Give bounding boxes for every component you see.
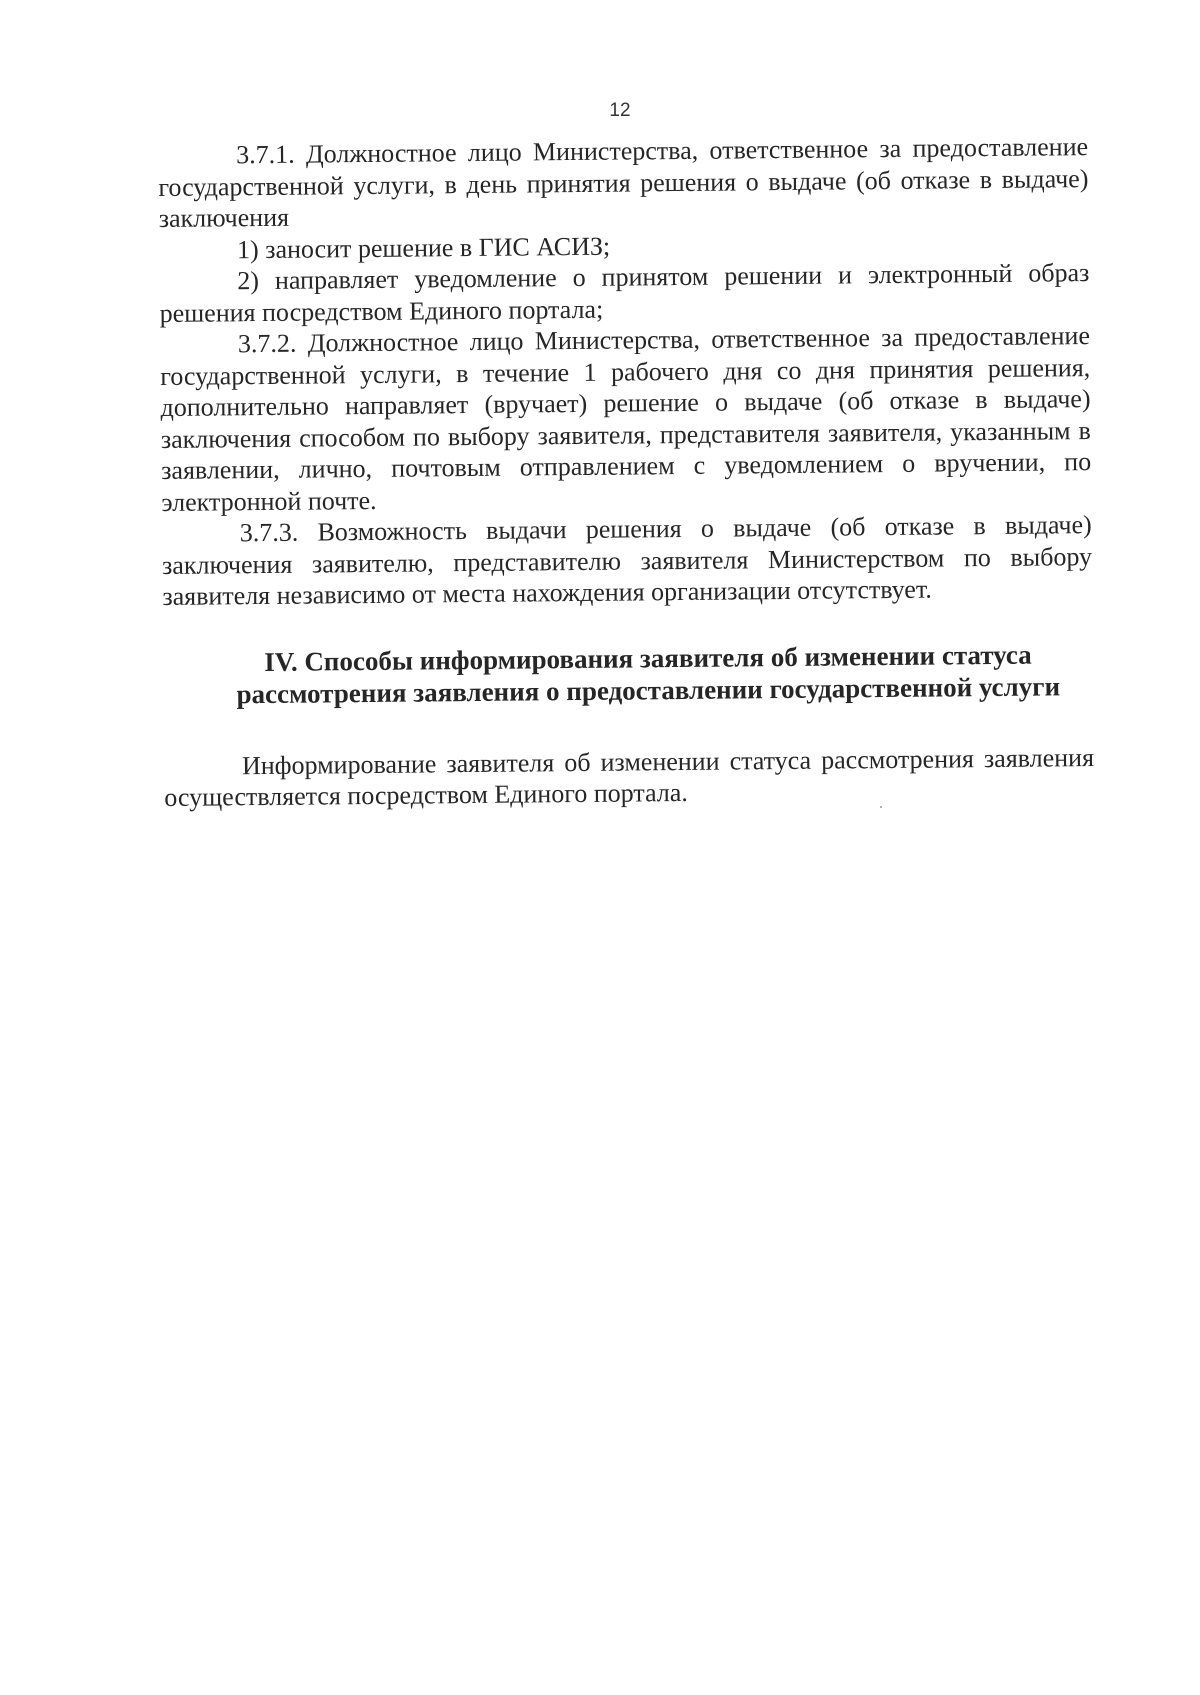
section-heading — [163, 638, 1094, 711]
paragraph-informing: Информирование заявителя об изменении статуса рассмотрения заявления осуществляется посредством Единого портала. — [164, 742, 1095, 812]
paragraph-3-7-2: 3.7.2. Должностное лицо Министерства, ответственное за предоставление государственной услуги, в течение 1 рабочего дня со дня принятия решения, дополнительно направляет (вручает) решение о выдаче (об отказе в выдаче) заключения способом по выбору заявителя, представителя заявителя, указанным в заявлении, лично, почтовым отправлением с уведомлением о вручении, по электронной почте. — [160, 321, 1092, 517]
list-item-1: 1) заносит решение в ГИС АСИЗ; — [236, 231, 611, 264]
list-item-2: 2) направляет уведомление о принятом решении и электронный образ решения посредством Единого портала; — [159, 258, 1090, 328]
paragraph-3-7-3: 3.7.3. Возможность выдачи решения о выдаче (об отказе в выдаче) заключения заявителю, представителю заявителя Министерством по выбору заявителя независимо от места нахождения организации отсутствует. — [161, 510, 1093, 611]
document-body — [158, 131, 1094, 813]
page-number: 12 — [609, 100, 631, 121]
paragraph-3-7-1: 3.7.1. Должностное лицо Министерства, ответственное за предоставление государственной услуги, в день принятия решения о выдаче (об отказе в выдаче) заключения — [158, 132, 1089, 233]
scan-speck — [880, 806, 882, 808]
section-heading-line-2: рассмотрения заявления о предоставлении государственной услуги — [236, 670, 1061, 709]
section-heading-line-1: IV. Способы информирования заявителя об изменении статуса — [264, 639, 1032, 677]
